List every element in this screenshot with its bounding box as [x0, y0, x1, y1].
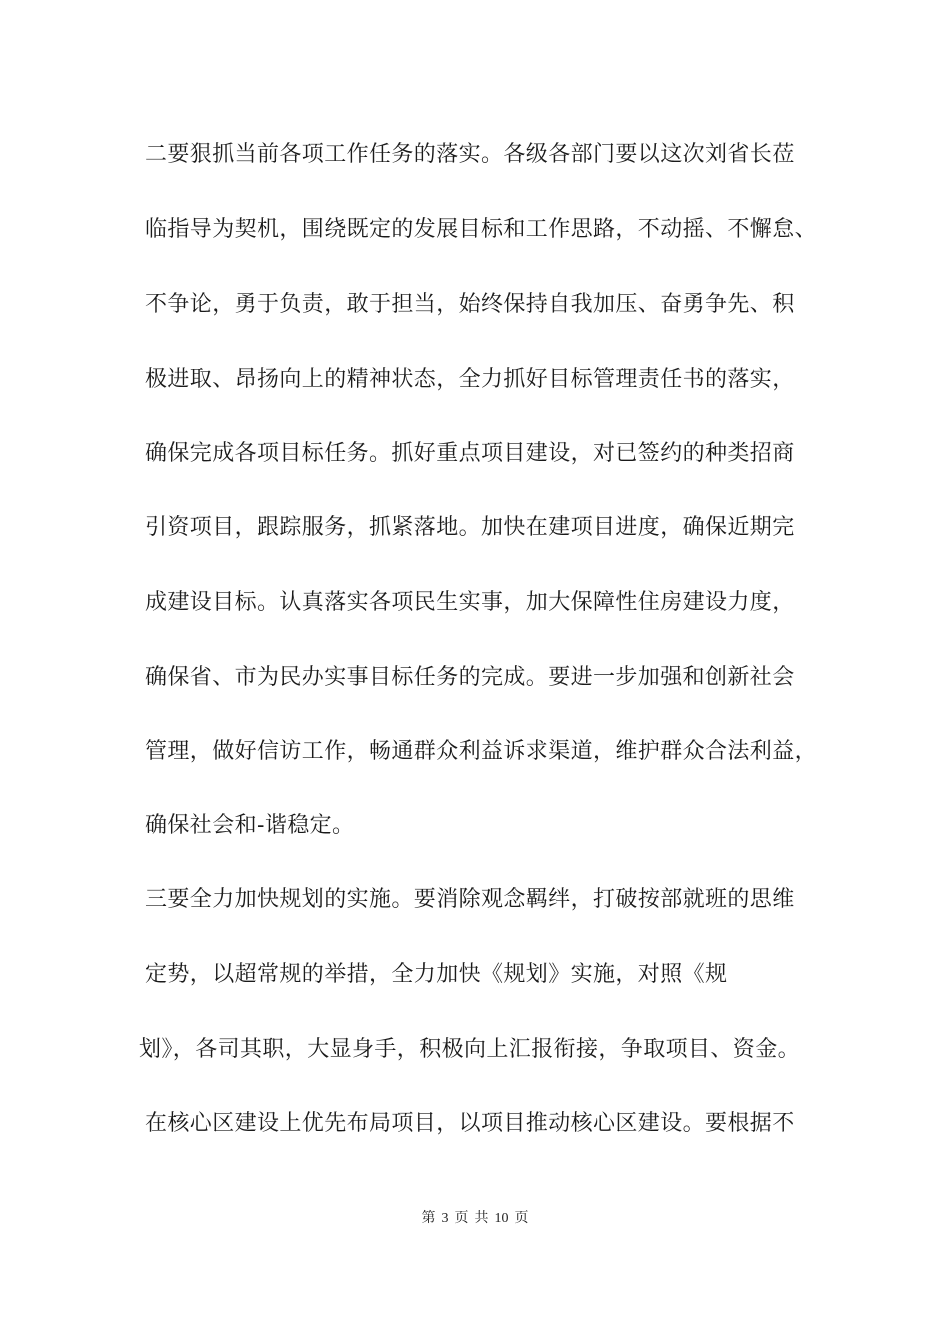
footer-page-unit: 页 [454, 1210, 469, 1226]
text-line-1: 二要狠抓当前各项工作任务的落实。各级各部门要以这次刘省长莅 [145, 142, 795, 167]
footer-page-number: 3 [441, 1211, 449, 1226]
footer-total-unit: 页 [514, 1210, 529, 1226]
text-line-3: 不争论，勇于负责，敢于担当，始终保持自我加压、奋勇争先、积 [145, 292, 795, 317]
text-line-8: 确保省、市为民办实事目标任务的完成。要进一步加强和创新社会 [145, 665, 795, 690]
text-line-14: 在核心区建设上优先布局项目，以项目推动核心区建设。要根据不 [145, 1111, 795, 1136]
text-line-5: 确保完成各项目标任务。抓好重点项目建设，对已签约的种类招商 [145, 441, 795, 466]
text-line-2: 临指导为契机，围绕既定的发展目标和工作思路，不动摇、不懈怠、 [145, 217, 818, 242]
text-line-11: 三要全力加快规划的实施。要消除观念羁绊，打破按部就班的思维 [145, 887, 795, 912]
footer-total-prefix: 共 [474, 1210, 489, 1226]
text-line-12: 定势，以超常规的举措，全力加快《规划》实施，对照《规 [145, 962, 728, 987]
footer-total-pages: 10 [494, 1211, 509, 1226]
footer-prefix: 第 [421, 1210, 436, 1226]
text-line-6: 引资项目，跟踪服务，抓紧落地。加快在建项目进度，确保近期完 [145, 515, 795, 540]
page-footer [0, 1208, 950, 1229]
text-line-9: 管理，做好信访工作，畅通群众利益诉求渠道，维护群众合法利益， [145, 739, 818, 764]
text-line-10: 确保社会和-谐稳定。 [145, 813, 355, 838]
text-line-4: 极进取、昂扬向上的精神状态，全力抓好目标管理责任书的落实， [145, 367, 795, 392]
text-line-13: 划》，各司其职，大显身手，积极向上汇报衔接，争取项目、资金。 [139, 1037, 801, 1062]
text-line-7: 成建设目标。认真落实各项民生实事，加大保障性住房建设力度， [145, 590, 795, 615]
